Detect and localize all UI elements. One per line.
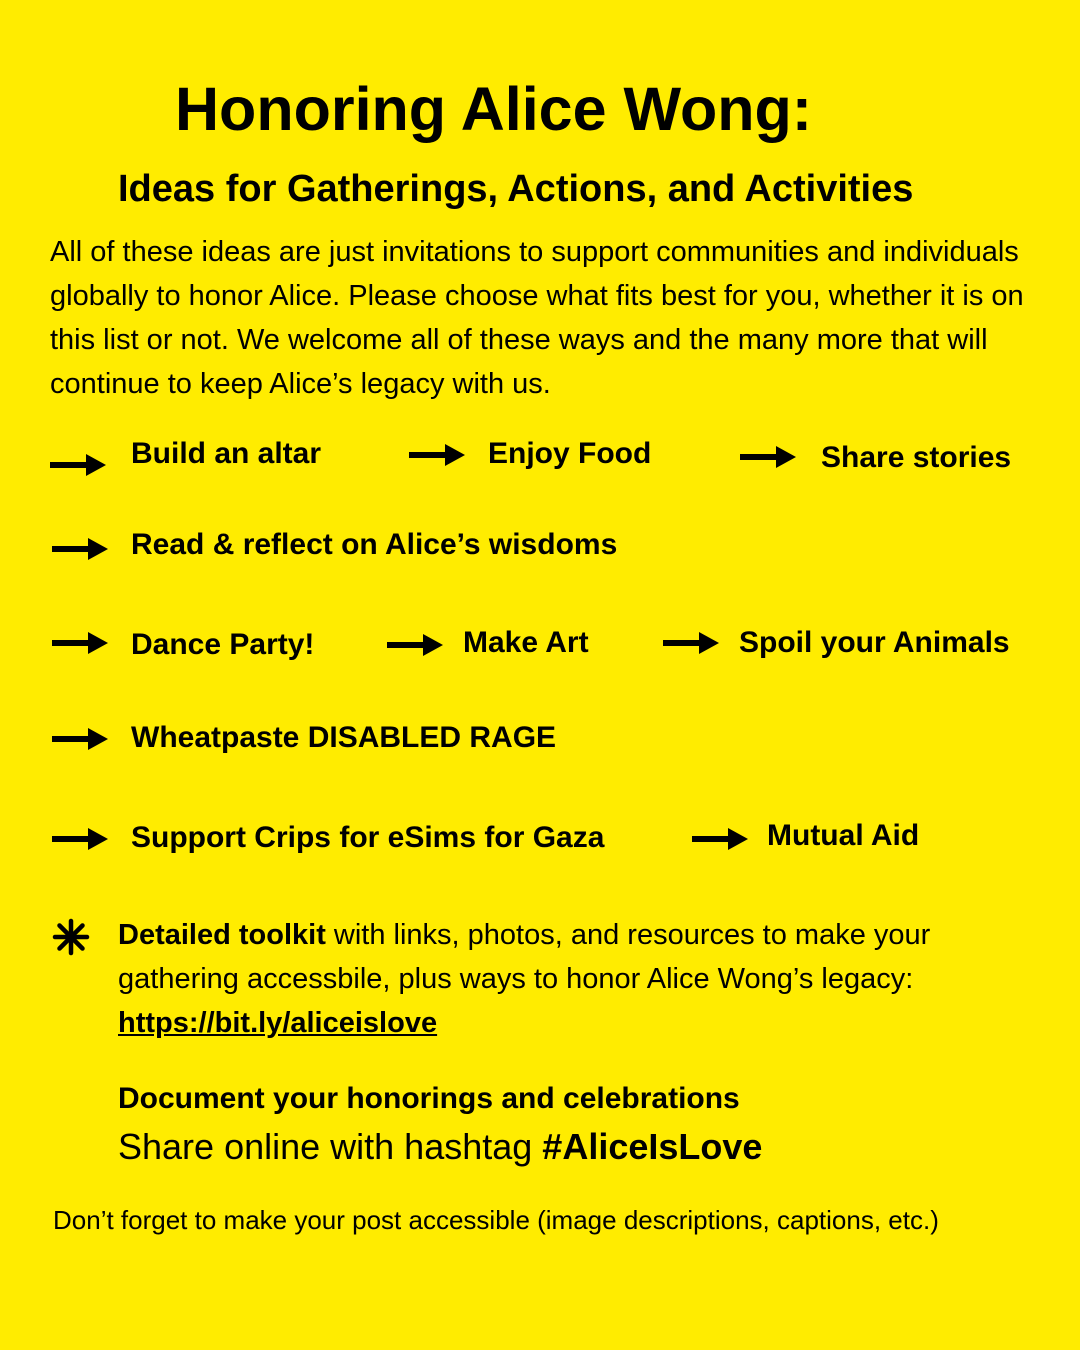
hashtag: #AliceIsLove (542, 1126, 763, 1167)
share-text: Share online with hashtag (118, 1126, 543, 1167)
idea-read-reflect: Read & reflect on Alice’s wisdoms (131, 528, 618, 561)
toolkit-lead: Detailed toolkit (118, 919, 326, 951)
accessibility-note: Don’t forget to make your post accessible (image descriptions, captions, etc.) (53, 1205, 939, 1235)
arrow-right-icon (409, 443, 465, 467)
arrow-right-icon (663, 631, 719, 655)
document-heading: Document your honorings and celebrations (118, 1082, 740, 1115)
page-subtitle: Ideas for Gatherings, Actions, and Activities (118, 168, 914, 210)
toolkit-text: with links, photos, and resources to make your gathering accessbile, plus ways to honor Alice Wong’s legacy: (118, 919, 931, 995)
page-title: Honoring Alice Wong: (175, 75, 813, 143)
idea-wheatpaste: Wheatpaste DISABLED RAGE (131, 721, 557, 754)
idea-enjoy-food: Enjoy Food (488, 437, 652, 470)
toolkit-link[interactable]: https://bit.ly/aliceislove (118, 1007, 438, 1039)
intro-paragraph: All of these ideas are just invitations to support communities and individuals globally to honor Alice. Please choose what fits best for you, whether it is on this list or not. We welcome all of these ways and the many more that will continue to keep Alice’s legacy with us. (50, 236, 1024, 400)
idea-make-art: Make Art (463, 626, 589, 659)
arrow-right-icon (52, 727, 108, 751)
arrow-right-icon (52, 537, 108, 561)
idea-build-altar: Build an altar (131, 437, 322, 470)
toolkit-paragraph (118, 913, 1048, 1045)
arrow-right-icon (50, 453, 106, 477)
idea-dance-party: Dance Party! (131, 628, 315, 661)
arrow-right-icon (52, 631, 108, 655)
arrow-right-icon (692, 827, 748, 851)
idea-spoil-animals: Spoil your Animals (739, 626, 1010, 659)
arrow-right-icon (52, 827, 108, 851)
arrow-right-icon (387, 633, 443, 657)
idea-share-stories: Share stories (821, 441, 1012, 474)
idea-support-crips: Support Crips for eSims for Gaza (131, 821, 605, 854)
asterisk-icon (52, 918, 90, 956)
share-line (118, 1126, 762, 1168)
idea-mutual-aid: Mutual Aid (767, 819, 920, 852)
arrow-right-icon (740, 445, 796, 469)
